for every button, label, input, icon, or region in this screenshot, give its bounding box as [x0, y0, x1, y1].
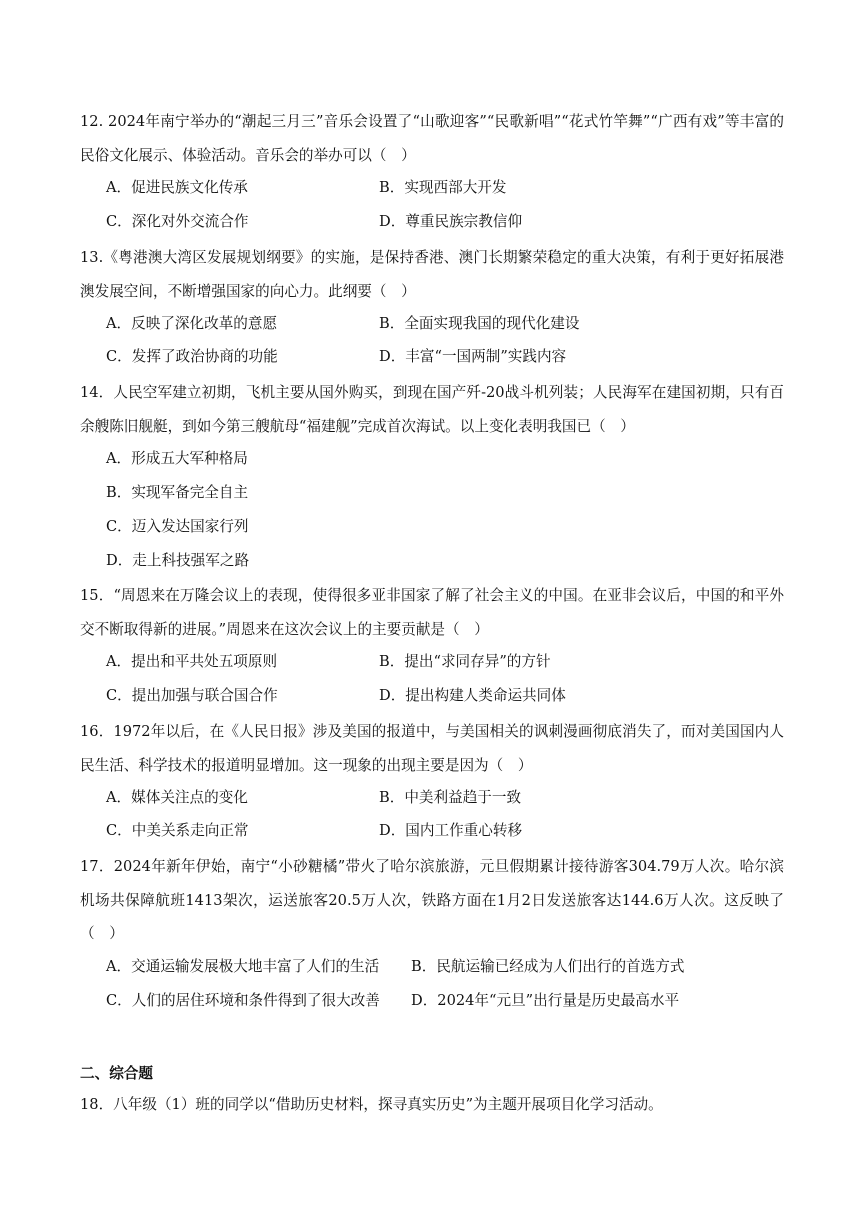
question-17-stem: 17．2024年新年伊始，南宁“小砂糖橘”带火了哈尔滨旅游，元旦假期累计接待游客304.79万人次。哈尔滨机场共保障航班1413架次，运送旅客20.5万人次，铁路方面在1月2日发送旅客达144.6万人次。这反映了（ ）	[80, 858, 784, 942]
question-16-option-d: D．国内工作重心转移	[379, 822, 523, 839]
question-12-option-b: B．实现西部大开发	[379, 179, 507, 196]
question-15-option-b: B．提出“求同存异”的方针	[379, 653, 551, 670]
question-15-option-d: D．提出构建人类命运共同体	[379, 687, 566, 704]
question-13-option-c: C．发挥了政治协商的功能	[106, 348, 278, 365]
question-15-option-c: C．提出加强与联合国合作	[106, 687, 278, 704]
question-13-option-d: D．丰富“一国两制”实践内容	[379, 348, 567, 365]
question-14-option-a: A．形成五大军种格局	[106, 450, 248, 467]
question-16-option-a: A．媒体关注点的变化	[106, 789, 248, 806]
question-15-stem: 15．“周恩来在万隆会议上的表现，使得很多亚非国家了解了社会主义的中国。在亚非会议后，中国的和平外交不断取得新的进展。”周恩来在这次会议上的主要贡献是（ ）	[80, 587, 784, 638]
question-17-option-d: D．2024年“元旦”出行量是历史最高水平	[411, 992, 680, 1009]
question-16-option-b: B．中美利益趋于一致	[379, 789, 522, 806]
question-16-stem: 16．1972年以后，在《人民日报》涉及美国的报道中，与美国相关的讽刺漫画彻底消失了，而对美国国内人民生活、科学技术的报道明显增加。这一现象的出现主要是因为（ ）	[80, 723, 784, 774]
question-17-option-a: A．交通运输发展极大地丰富了人们的生活	[106, 958, 380, 975]
question-12-stem: 12. 2024年南宁举办的“潮起三月三”音乐会设置了“山歌迎客”“民歌新唱”“花式竹竿舞”“广西有戏”等丰富的民俗文化展示、体验活动。音乐会的举办可以（ ）	[80, 113, 784, 164]
question-17-option-c: C．人们的居住环境和条件得到了很大改善	[106, 992, 380, 1009]
question-15-option-a: A．提出和平共处五项原则	[106, 653, 278, 670]
question-17-option-b: B．民航运输已经成为人们出行的首选方式	[411, 958, 685, 975]
question-13-option-a: A．反映了深化改革的意愿	[106, 315, 278, 332]
question-14-option-c: C．迈入发达国家行列	[106, 518, 249, 535]
question-18-intro: 18．八年级（1）班的同学以“借助历史材料，探寻真实历史”为主题开展项目化学习活动。	[80, 1096, 663, 1113]
question-12-option-a: A．促进民族文化传承	[106, 179, 248, 196]
question-14-option-d: D．走上科技强军之路	[106, 552, 250, 569]
question-14-option-b: B．实现军备完全自主	[106, 484, 249, 501]
section-heading: 二、综合题	[80, 1065, 153, 1082]
question-14-stem: 14．人民空军建立初期，飞机主要从国外购买，到现在国产歼-20战斗机列装；人民海军在建国初期，只有百余艘陈旧舰艇，到如今第三艘航母“福建舰”完成首次海试。以上变化表明我国已（ ）	[80, 384, 784, 435]
question-16-option-c: C．中美关系走向正常	[106, 822, 249, 839]
question-12-option-c: C．深化对外交流合作	[106, 213, 249, 230]
question-12-option-d: D．尊重民族宗教信仰	[379, 213, 523, 230]
question-13-option-b: B．全面实现我国的现代化建设	[379, 315, 580, 332]
question-13-stem: 13.《粤港澳大湾区发展规划纲要》的实施，是保持香港、澳门长期繁荣稳定的重大决策，有利于更好拓展港澳发展空间，不断增强国家的向心力。此纲要（ ）	[80, 249, 784, 300]
